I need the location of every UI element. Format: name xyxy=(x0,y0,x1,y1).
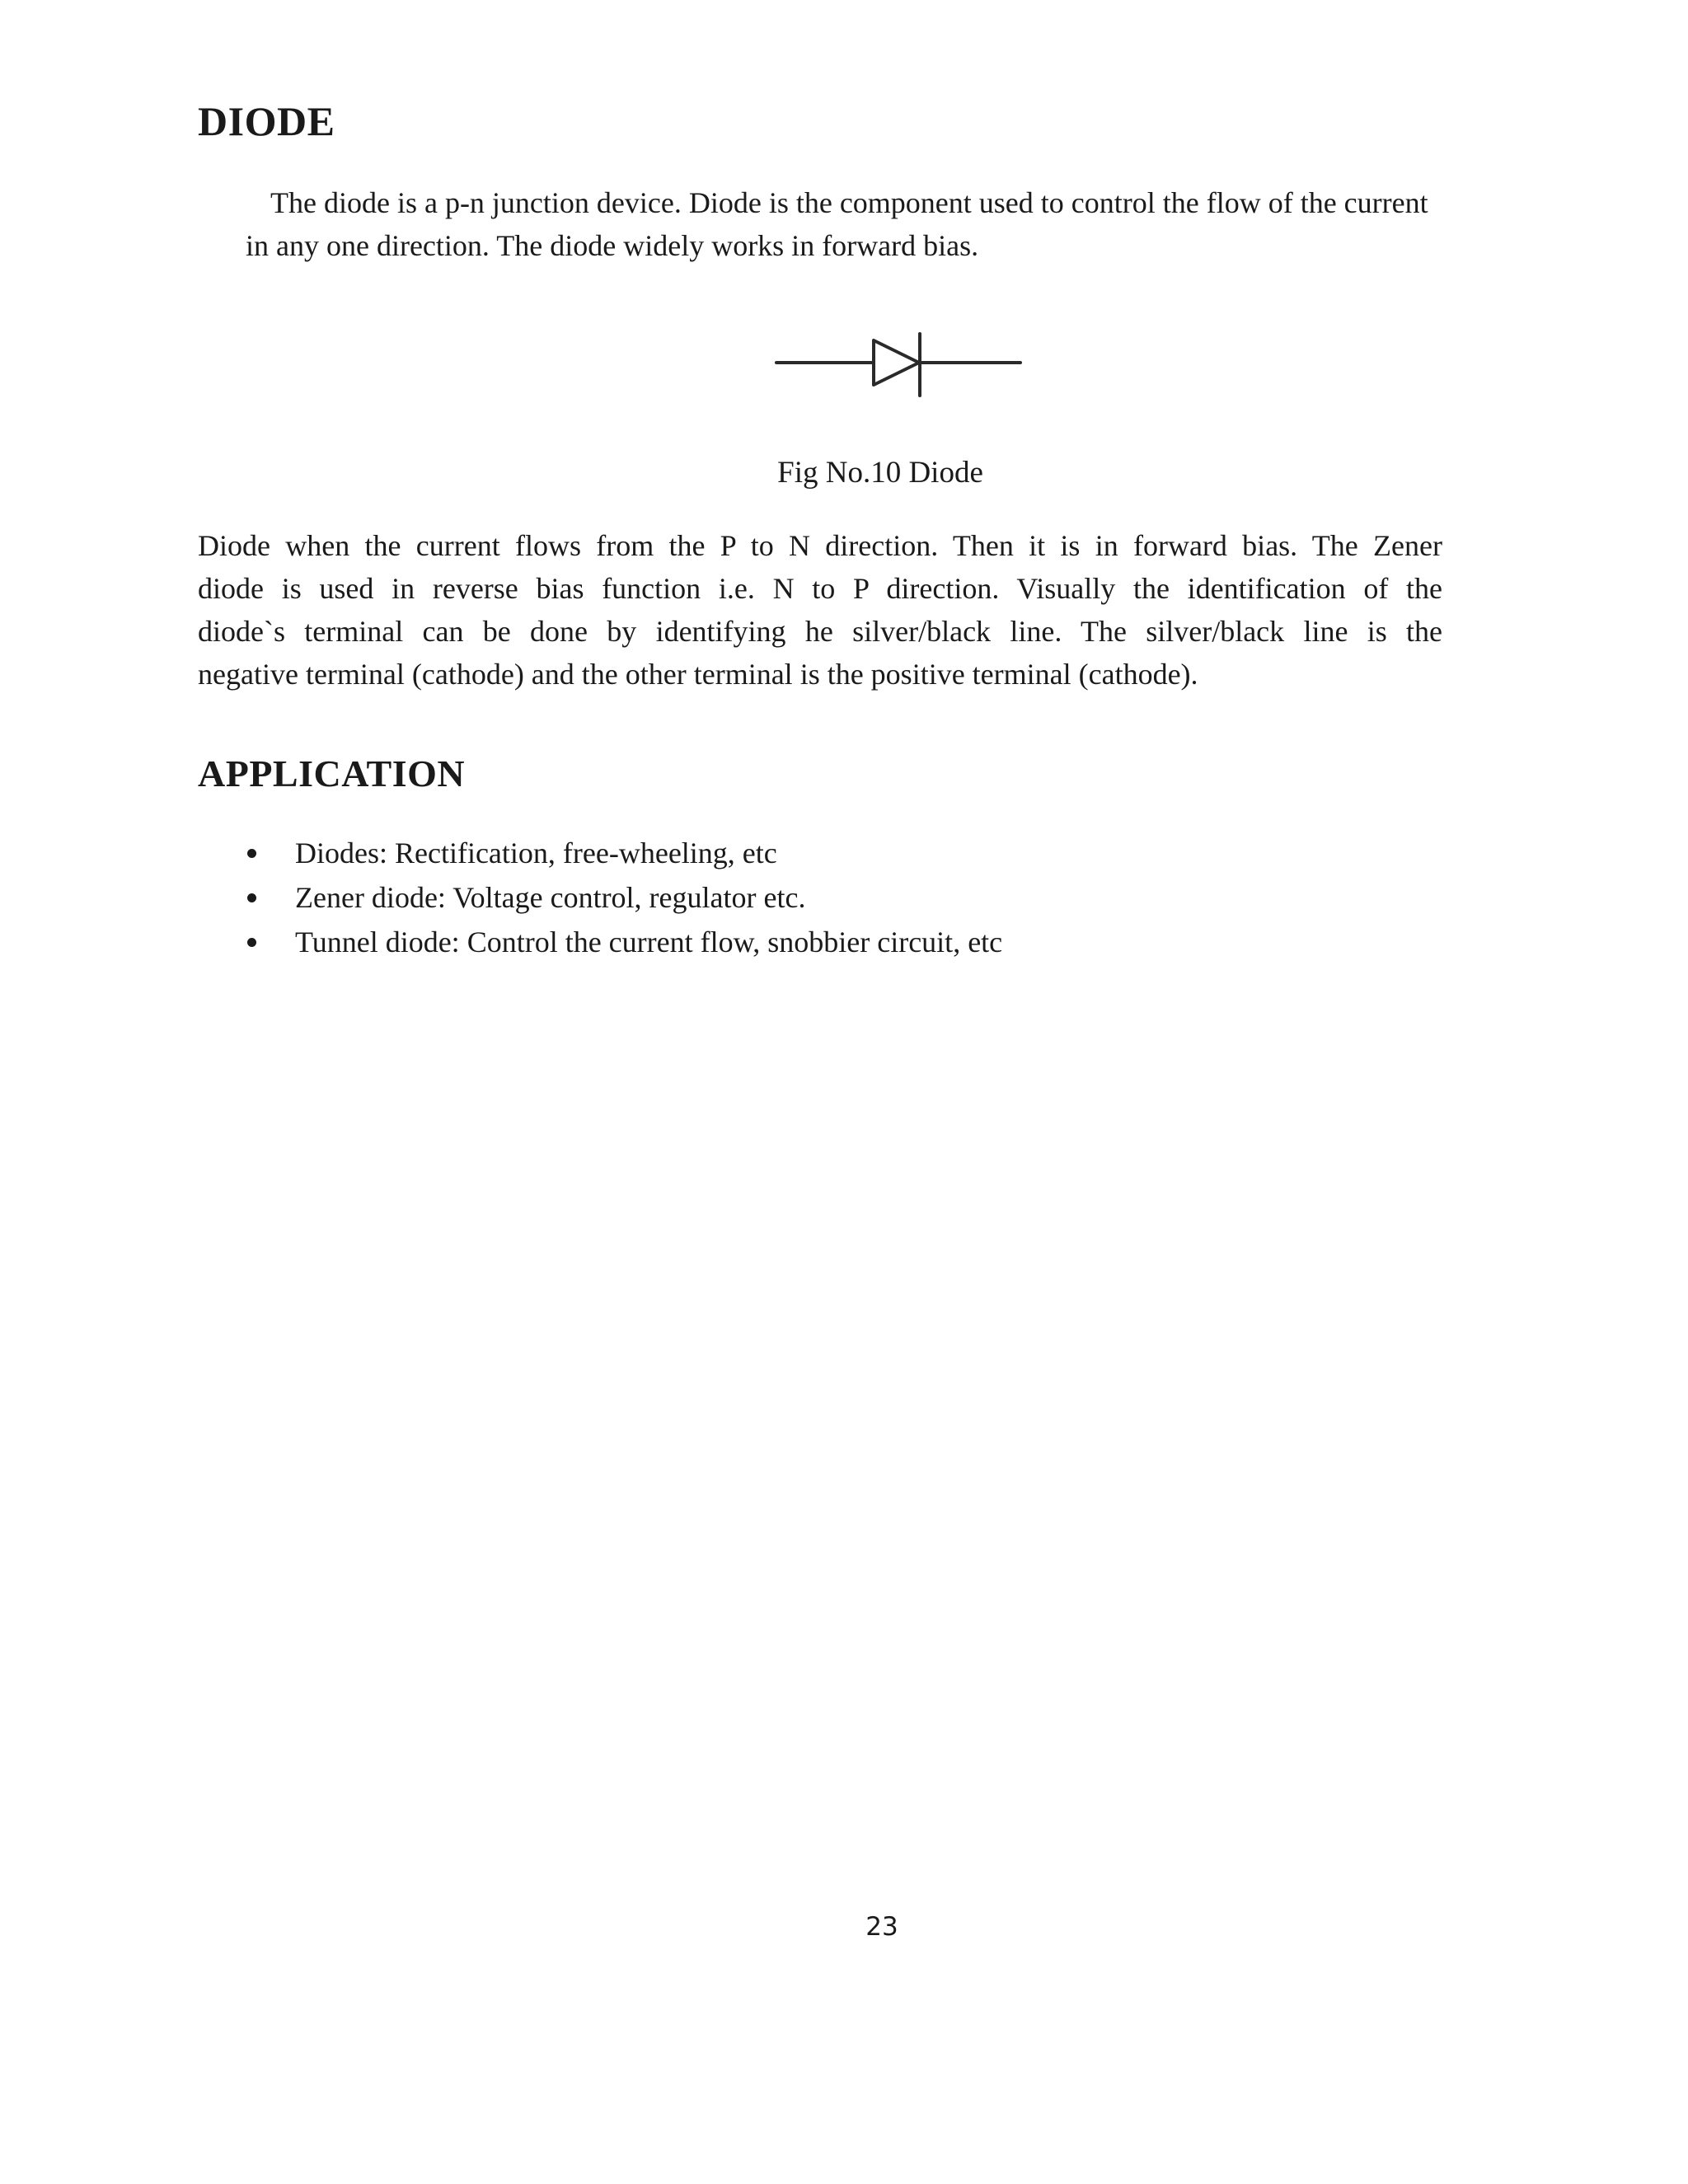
body-line: diode`s terminal can be done by identifying he silver/black line. The silver/black line is the xyxy=(198,615,1442,648)
body-paragraph xyxy=(198,524,1442,696)
body-line: negative terminal (cathode) and the other terminal is the positive terminal (cathode). xyxy=(198,658,1198,691)
section-heading-application: APPLICATION xyxy=(198,752,466,794)
body-line: diode is used in reverse bias function i.e. N to P direction. Visually the identification of the xyxy=(198,572,1442,605)
page-number-text: 23 xyxy=(865,1912,898,1942)
section-heading-diode: DIODE xyxy=(198,98,335,144)
figure-caption-text: Fig No.10 Diode xyxy=(777,456,983,490)
diode-symbol-icon xyxy=(775,326,1022,408)
list-item xyxy=(244,875,1002,920)
list-item-text: Tunnel diode: Control the current flow, snobbier circuit, etc xyxy=(295,926,1003,958)
figure-caption xyxy=(0,455,1688,490)
page-number xyxy=(0,1912,1688,1942)
list-item-text: Diodes: Rectification, free-wheeling, etc xyxy=(295,837,777,869)
application-list xyxy=(244,831,1002,964)
list-item xyxy=(244,920,1002,964)
body-line: Diode when the current flows from the P to N direction. Then it is in forward bias. The Zener xyxy=(198,529,1442,562)
intro-paragraph xyxy=(246,181,1568,267)
bullet-icon xyxy=(247,938,256,947)
intro-line: The diode is a p-n junction device. Diode is the component used to control the flow of the current xyxy=(270,186,1428,219)
bullet-icon xyxy=(247,893,256,902)
bullet-icon xyxy=(247,849,256,858)
list-item-text: Zener diode: Voltage control, regulator etc. xyxy=(295,881,806,914)
intro-line: in any one direction. The diode widely works in forward bias. xyxy=(246,229,979,262)
list-item xyxy=(244,831,1002,875)
